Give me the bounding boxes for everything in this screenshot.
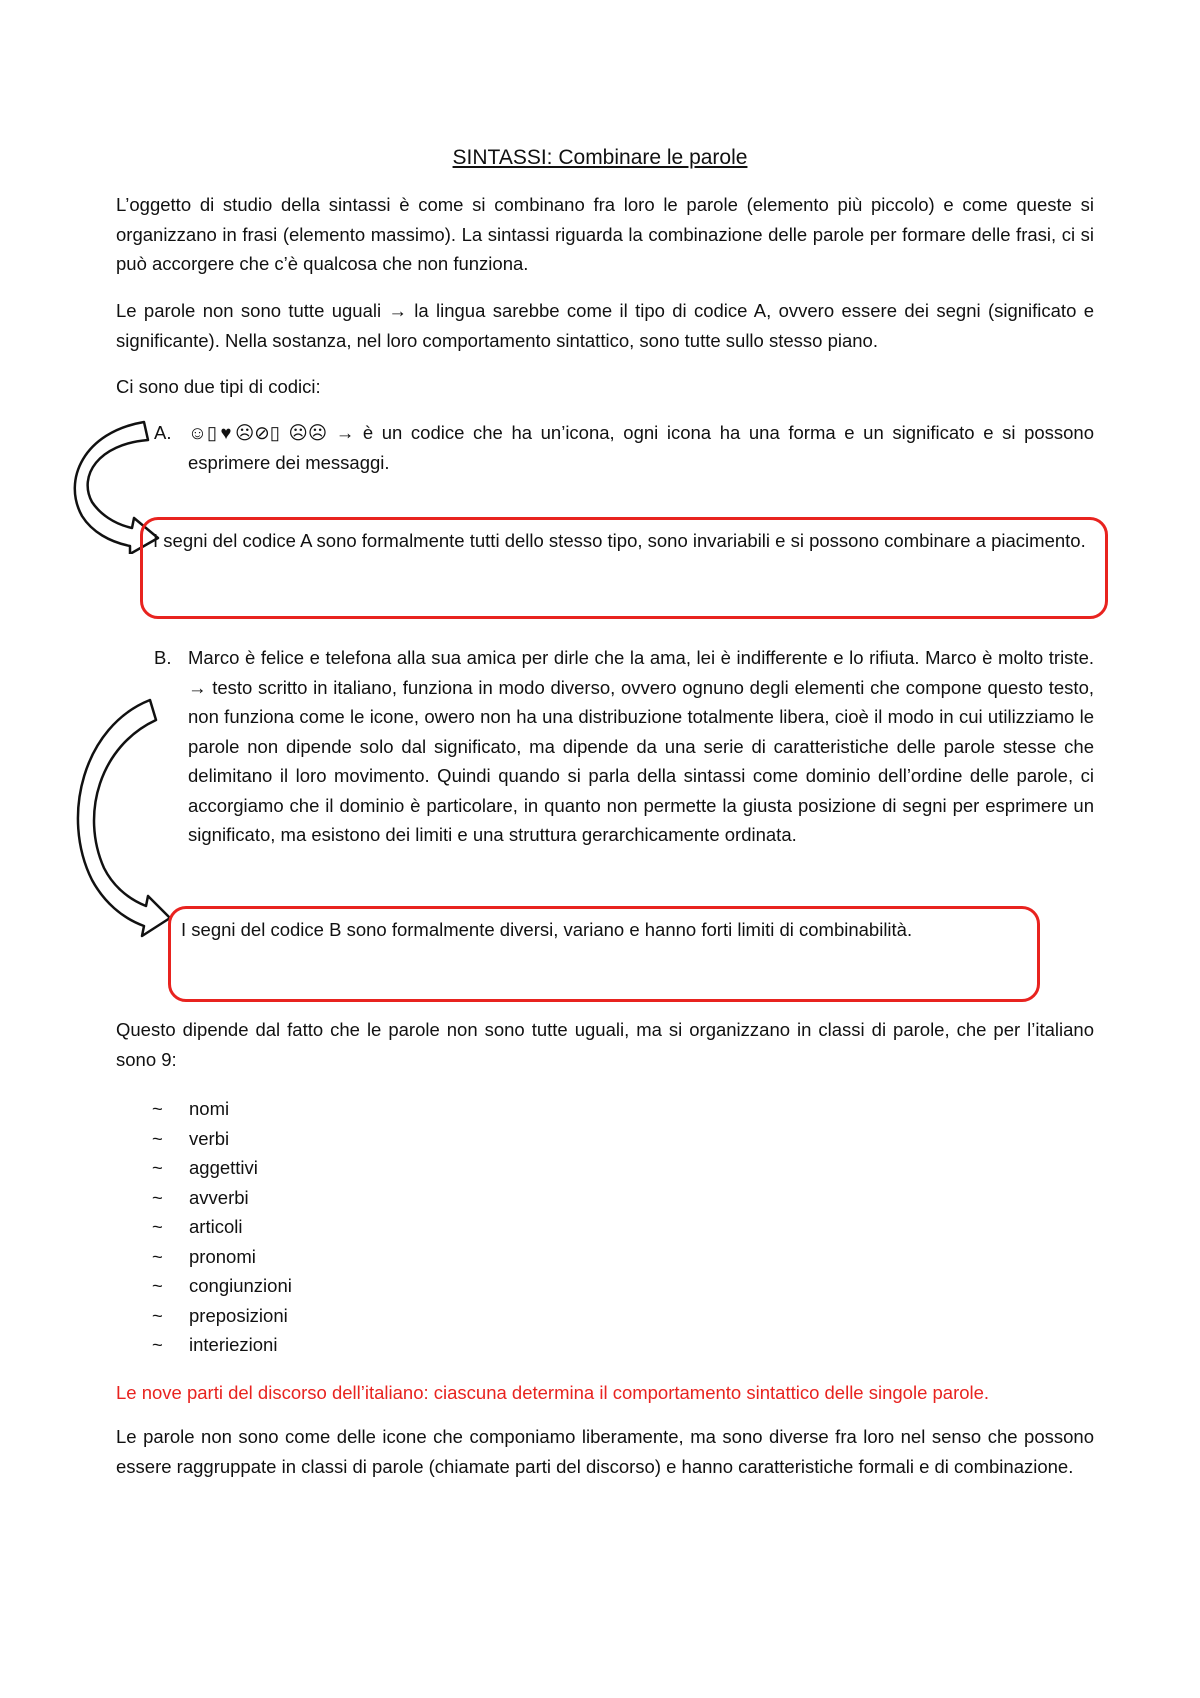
- closing-paragraph: Le parole non sono come delle icone che componiamo liberamente, ma sono diverse fra loro nel senso che possono essere raggruppate in classi di parole (chiamate parti del discorso) e hanno caratteristiche formali e di combinazione.: [116, 1426, 1094, 1477]
- word-class-label: interiezioni: [189, 1334, 278, 1355]
- tilde-bullet: ~: [152, 1245, 163, 1267]
- word-class-label: preposizioni: [189, 1304, 288, 1326]
- curved-arrow-icon: [64, 696, 174, 940]
- word-class-label: verbi: [189, 1127, 230, 1149]
- code-a-text: → è un codice che ha un’icona, ogni icona ha una forma e un significato e si possono esprimere dei messaggi.: [188, 422, 1095, 473]
- codes-intro: Ci sono due tipi di codici:: [116, 376, 321, 397]
- word-class-label: aggettivi: [189, 1157, 258, 1178]
- tilde-bullet: ~: [152, 1098, 163, 1119]
- tilde-bullet: ~: [152, 1127, 163, 1149]
- tilde-bullet: ~: [152, 1186, 163, 1208]
- box-code-b: [168, 906, 1040, 1002]
- code-a-symbols: ☺▯♥☹⊘▯ ☹☹: [188, 422, 328, 443]
- code-b-marker: B.: [154, 647, 172, 668]
- box-code-b-text: I segni del codice B sono formalmente diversi, variano e hanno forti limiti di combinabilità.: [181, 919, 913, 940]
- box-code-a-text: I segni del codice A sono formalmente tutti dello stesso tipo, sono invariabili e si possono combinare a piacimento.: [153, 530, 1086, 551]
- second-paragraph: Le parole non sono tutte uguali → la lingua sarebbe come il tipo di codice A, ovvero essere dei segni (significato e significante). Nella sostanza, nel loro comportamento sintattico, sono tutte sullo stesso piano.: [116, 300, 1094, 351]
- tilde-bullet: ~: [152, 1157, 163, 1178]
- tilde-bullet: ~: [152, 1216, 163, 1237]
- red-statement: Le nove parti del discorso dell’italiano: ciascuna determina il comportamento sintattico delle singole parole.: [116, 1382, 990, 1403]
- code-a-body: [188, 418, 1094, 477]
- code-a-item: [116, 418, 1094, 478]
- word-class-label: pronomi: [189, 1245, 256, 1267]
- code-a-marker: A.: [154, 422, 172, 443]
- word-class-label: articoli: [189, 1216, 243, 1237]
- tilde-bullet: ~: [152, 1334, 163, 1355]
- code-b-item: [116, 643, 1094, 883]
- tilde-bullet: ~: [152, 1275, 163, 1296]
- box-code-a: [140, 517, 1108, 619]
- classes-intro: Questo dipende dal fatto che le parole non sono tutte uguali, ma si organizzano in classi di parole, che per l’italiano sono 9:: [116, 1019, 1094, 1070]
- word-class-label: congiunzioni: [189, 1275, 292, 1296]
- code-b-text: Marco è felice e telefona alla sua amica per dirle che la ama, lei è indifferente e lo rifiuta. Marco è molto triste. → testo scritto in italiano, funziona in modo diverso, ovvero ognuno degli elementi che compone questo testo, non funziona come le icone, owero non ha una distribuzione totalmente libera, cioè il modo in cui utilizziamo le parole non dipende solo dal significato, ma dipende da una serie di caratteristiche delle parole stesse che delimitano il loro movimento. Quindi quando si parla della sintassi come dominio dell’ordine delle parole, ci accorgiamo che il dominio è particolare, in quanto non permette la giusta posizione di segni per esprimere un significato, ma esistono dei limiti e una struttura gerarchicamente ordinata.: [188, 647, 1094, 845]
- intro-paragraph: L’oggetto di studio della sintassi è come si combinano fra loro le parole (elemento più piccolo) e come queste si organizzano in frasi (elemento massimo). La sintassi riguarda la combinazione delle parole per formare delle frasi, ci si può accorgere che c’è qualcosa che non funziona.: [116, 194, 1094, 274]
- word-class-label: avverbi: [189, 1186, 249, 1208]
- page-title: SINTASSI: Combinare le parole: [452, 146, 748, 169]
- tilde-bullet: ~: [152, 1304, 163, 1326]
- word-class-label: nomi: [189, 1098, 230, 1119]
